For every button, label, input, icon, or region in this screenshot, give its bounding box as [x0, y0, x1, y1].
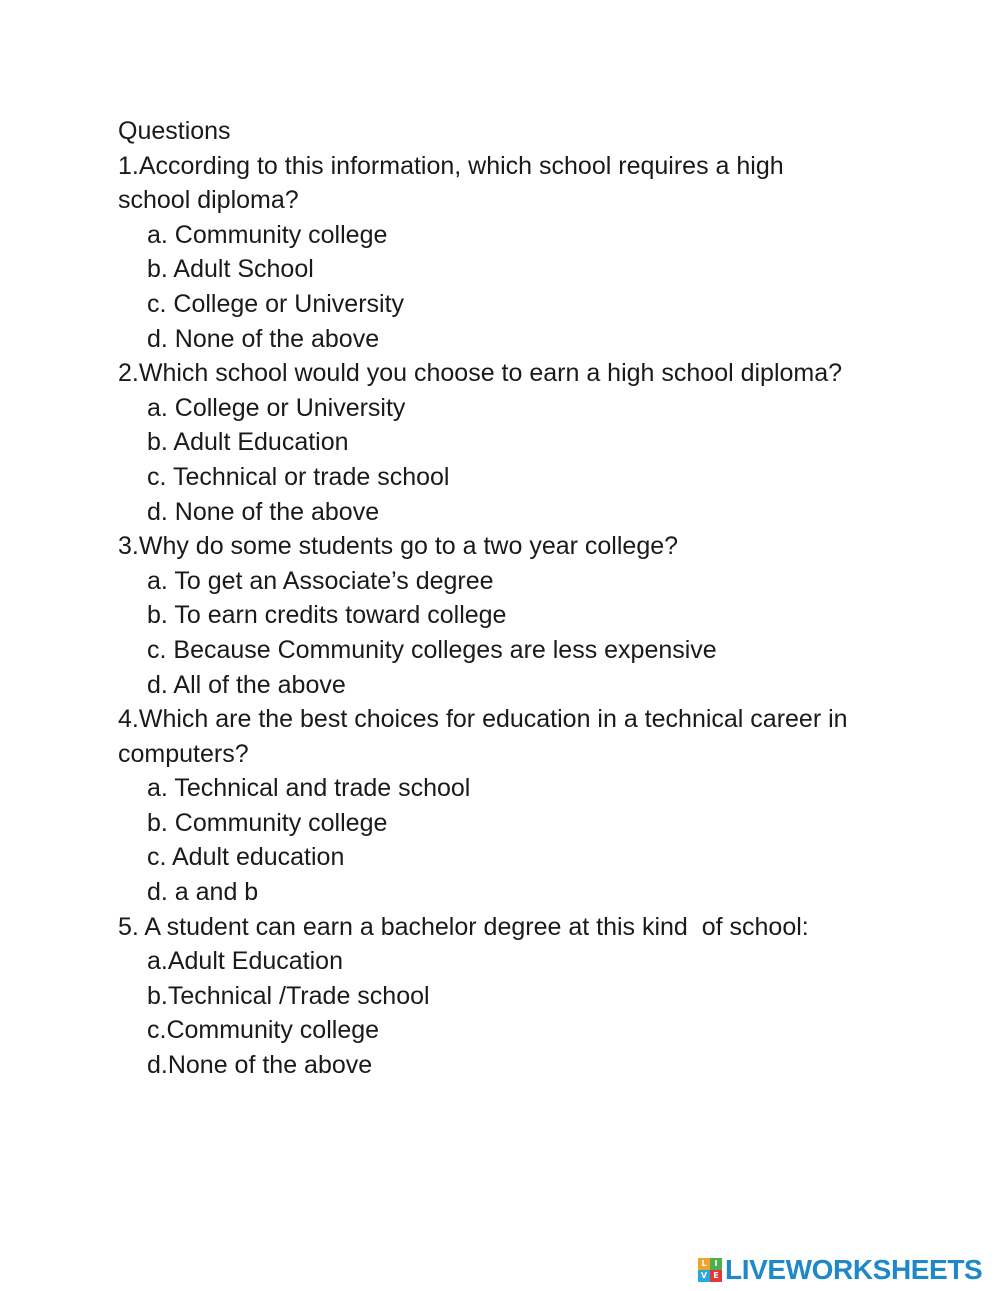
answer-option: c. Technical or trade school — [147, 462, 450, 491]
brand-watermark — [698, 1254, 982, 1286]
question-2 — [118, 356, 918, 529]
question-text: 4.Which are the best choices for education in a technical career in — [118, 705, 848, 734]
answer-option: d. None of the above — [147, 497, 380, 526]
question-1 — [118, 149, 918, 357]
question-4 — [118, 702, 918, 910]
worksheet — [118, 114, 918, 1083]
logo-tile: E — [710, 1270, 722, 1282]
logo-tile: L — [698, 1258, 710, 1270]
brand-name: LIVEWORKSHEETS — [725, 1254, 983, 1285]
question-text: computers? — [118, 739, 249, 768]
question-3 — [118, 529, 918, 702]
question-text: 1.According to this information, which school requires a high — [118, 151, 784, 180]
answer-option: c. College or University — [147, 289, 405, 318]
answer-option: d. a and b — [147, 878, 259, 907]
answer-option: a.Adult Education — [147, 947, 343, 976]
answer-option: d. None of the above — [147, 324, 380, 353]
answer-option: b. Adult Education — [147, 428, 349, 457]
answer-option: c. Because Community colleges are less expensive — [147, 635, 717, 664]
answer-option: b. Adult School — [147, 255, 314, 284]
question-5 — [118, 910, 918, 1083]
answer-option: c.Community college — [147, 1016, 380, 1045]
answer-option: b. Community college — [147, 808, 388, 837]
answer-option: b. To earn credits toward college — [147, 601, 507, 630]
answer-option: c. Adult education — [147, 843, 345, 872]
page-title: Questions — [118, 117, 231, 145]
question-text: 5. A student can earn a bachelor degree at this kind of school: — [118, 912, 809, 941]
logo-tile: I — [710, 1258, 722, 1270]
question-text: school diploma? — [118, 186, 299, 215]
logo-tile: V — [698, 1270, 710, 1282]
liveworksheets-logo-icon — [698, 1258, 722, 1282]
answer-option: d. All of the above — [147, 670, 346, 699]
answer-option: a. Technical and trade school — [147, 774, 471, 803]
answer-option: a. Community college — [147, 220, 388, 249]
question-text: 2.Which school would you choose to earn a high school diploma? — [118, 359, 843, 388]
answer-option: b.Technical /Trade school — [147, 981, 430, 1010]
answer-option: d.None of the above — [147, 1051, 373, 1080]
answer-option: a. To get an Associate’s degree — [147, 566, 494, 595]
question-text: 3.Why do some students go to a two year college? — [118, 532, 679, 561]
answer-option: a. College or University — [147, 393, 406, 422]
